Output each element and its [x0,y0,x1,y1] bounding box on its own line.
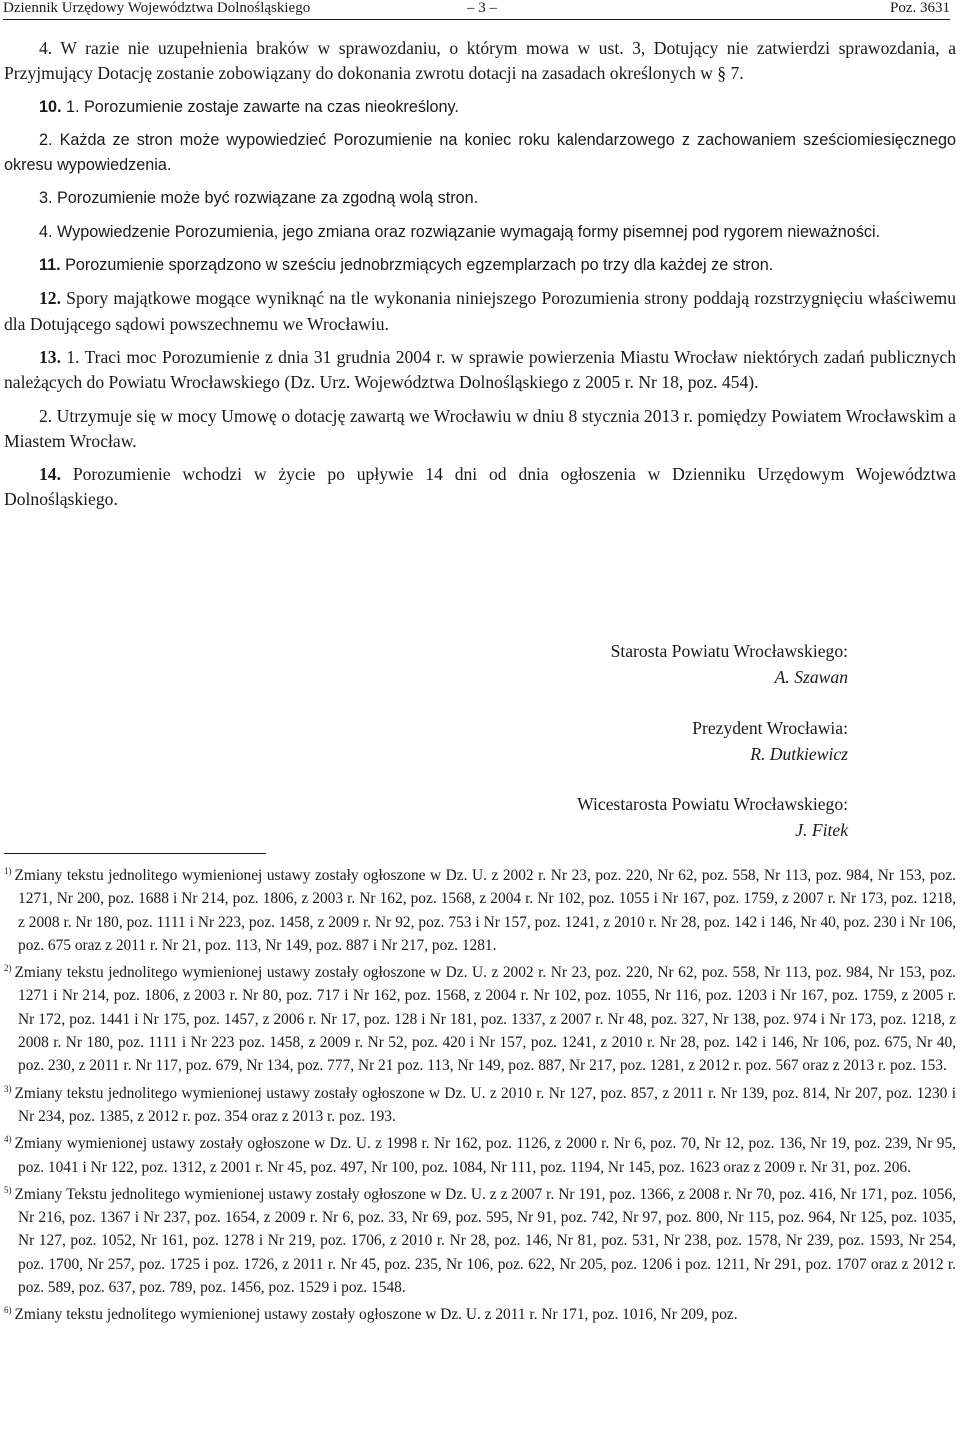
paragraph-13-2: 2. Utrzymuje się w mocy Umowę o dotację zawartą we Wrocławiu w dniu 8 stycznia 2013 r. pomiędzy Powiatem Wrocławskim a Miastem Wrocław. [4,405,956,451]
signature-block-starosta [611,638,848,690]
section-number: 14. [39,464,61,485]
signatory-name: J. Fitek [795,820,848,840]
section-number: 12. [39,288,61,309]
footnote: $^{3)}$ Zmiany tekstu jednolitego wymienionej ustawy zostały ogłoszone w Dz. U. z 2010 r. Nr 127, poz. 857, z 2011 r. Nr 139, poz. 814, Nr 207, poz. 1230 i Nr 234, poz. 1385, z 2012 r. poz. 354 oraz z 2013 r. poz. 193. [4,1083,956,1125]
footnote-mark: 4) [4,1134,12,1145]
footnote-mark: 3) [4,1083,12,1094]
footnote: $^{4)}$ Zmiany wymienionej ustawy zostały ogłoszone w Dz. U. z 1998 r. Nr 162, poz. 1126, z 2000 r. Nr 6, poz. 70, Nr 12, poz. 136, Nr 19, poz. 239, Nr 95, poz. 1041 i Nr 122, poz. 1312, z 2001 r. Nr 45, poz. 497, Nr 100, poz. 1084, Nr 111, poz. 1194, Nr 145, poz. 1623 oraz z 2009 r. Nr 31, poz. 206. [4,1134,956,1176]
paragraph-10-1: 10. 1. Porozumienie zostaje zawarte na czas nieokreślony. [39,97,459,116]
journal-title: Dziennik Urzędowy Województwa Dolnośląskiego [3,0,311,16]
section-number: 11. [39,256,61,275]
section-number: 13. [39,346,61,367]
signatory-name: R. Dutkiewicz [750,744,848,764]
paragraph-10-4: 4. Wypowiedzenie Porozumienia, jego zmiana oraz rozwiązanie wymagają formy pisemnej pod rygorem nieważności. [39,222,881,241]
signature-block-prezydent [692,715,848,767]
signatory-title: Starosta Powiatu Wrocławskiego: [610,641,848,661]
paragraph-10-3: 3. Porozumienie może być rozwiązane za zgodną wolą stron. [39,189,479,208]
position-number: Poz. 3631 [890,0,950,16]
footnote: $^{2)}$ Zmiany tekstu jednolitego wymienionej ustawy zostały ogłoszone w Dz. U. z 2002 r. Nr 23, poz. 220, Nr 62, poz. 558, Nr 113, poz. 984, Nr 153, poz. 1271 i Nr 214, poz. 1806, z 2003 r. Nr 80, poz. 717 i Nr 162, poz. 1568, z 2004 r. Nr 102, poz. 1055, Nr 116, poz. 1203 i Nr 167, poz. 1759, z 2005 r. Nr 172, poz. 1441 i Nr 175, poz. 1457, z 2006 r. Nr 17, poz. 128 i Nr 181, poz. 1337, z 2007 r. Nr 48, poz. 327, Nr 138, poz. 974 i Nr 173, poz. 1218, z 2008 r. Nr 180, poz. 1111 i Nr 223 poz. 1458, z 2009 r. Nr 52, poz. 420 i Nr 157, poz. 1241, z 2010 r. Nr 28, poz. 142 i 146, Nr 106, poz. 675, Nr 40, poz. 230, z 2011 r. Nr 117, poz. 679, Nr 134, poz. 777, Nr 21 poz. 113, Nr 149, poz. 887, Nr 217, poz. 1281, z 2012 r. poz. 567 oraz z 2013 r. poz. 153. [4,963,956,1075]
footnote-mark: 5) [4,1184,12,1195]
page-number: – 3 – [467,0,497,16]
paragraph-13-1: 13. 1. Traci moc Porozumienie z dnia 31 grudnia 2004 r. w sprawie powierzenia Miastu Wrocław niektórych zadań publicznych należących do Powiatu Wrocławskiego (Dz. Urz. Województwa Dolnośląskiego z 2005 r. Nr 18, poz. 454). [4,346,956,393]
paragraph-10-2: 2. Każda ze stron może wypowiedzieć Porozumienie na koniec roku kalendarzowego z zachowaniem sześciomiesięcznego okresu wypowiedzenia. [4,130,956,175]
page-header [3,0,950,20]
section-number: 10. [39,97,62,116]
footnote-separator [4,853,266,854]
paragraph-9-4: 4. W razie nie uzupełnienia braków w sprawozdaniu, o którym mowa w ust. 3, Dotujący nie zatwierdzi sprawozdania, a Przyjmujący Dotację zostanie zobowiązany do dokonania zwrotu dotacji na zasadach określonych w § 7. [4,38,956,84]
footnote-mark: 2) [4,963,12,974]
footnote-mark: 6) [4,1305,12,1316]
signatory-name: A. Szawan [774,667,848,687]
document-body [4,36,956,521]
signature-block-wicestarosta [577,791,848,843]
signatory-title: Prezydent Wrocławia: [692,718,848,738]
footnote: $^{1)}$ Zmiany tekstu jednolitego wymienionej ustawy zostały ogłoszone w Dz. U. z 2002 r. Nr 23, poz. 220, Nr 62, poz. 558, Nr 113, poz. 984, Nr 153, poz. 1271, Nr 200, poz. 1688 i Nr 214, poz. 1806, z 2003 r. Nr 162, poz. 1568, z 2004 r. Nr 102, poz. 1055 i Nr 167, poz. 1759, z 2007 r. Nr 173, poz. 1218, z 2008 r. Nr 180, poz. 1111 i Nr 223, poz. 1458, z 2009 r. Nr 92, poz. 753 i Nr 157, poz. 1241, z 2010 r. Nr 28, poz. 142 i 146, Nr 40, poz. 230 i Nr 106, poz. 675 oraz z 2011 r. Nr 21, poz. 113, Nr 149, poz. 887 i Nr 217, poz. 1281. [4,866,956,954]
paragraph-14: 14. Porozumienie wchodzi w życie po upływie 14 dni od dnia ogłoszenia w Dzienniku Urzędowym Województwa Dolnośląskiego. [4,464,956,510]
paragraph-12: 12. Spory majątkowe mogące wyniknąć na tle wykonania niniejszego Porozumienia strony poddają rozstrzygnięciu właściwemu dla Dotującego sądowi powszechnemu we Wrocławiu. [4,288,956,334]
footnote-mark: 1) [4,866,12,876]
footnotes [4,860,956,1327]
paragraph-11: 11. Porozumienie sporządzono w sześciu jednobrzmiących egzemplarzach po trzy dla każdej ze stron. [39,256,774,275]
signatory-title: Wicestarosta Powiatu Wrocławskiego: [577,794,848,814]
footnote: $^{6)}$ Zmiany tekstu jednolitego wymienionej ustawy zostały ogłoszone w Dz. U. z 2011 r. Nr 171, poz. 1016, Nr 209, poz. [4,1305,738,1324]
footnote: $^{5)}$ Zmiany Tekstu jednolitego wymienionej ustawy zostały ogłoszone w Dz. U. z z 2007 r. Nr 191, poz. 1366, z 2008 r. Nr 70, poz. 416, Nr 171, poz. 1056, Nr 216, poz. 1367 i Nr 237, poz. 1654, z 2009 r. Nr 6, poz. 33, Nr 69, poz. 595, Nr 91, poz. 742, Nr 97, poz. 800, Nr 115, poz. 964, Nr 125, poz. 1035, Nr 127, poz. 1052, Nr 161, poz. 1278 i Nr 219, poz. 1706, z 2010 r. Nr 28, poz. 146, Nr 81, poz. 531, Nr 238, poz. 1578, Nr 239, poz. 1593, Nr 254, poz. 1700, Nr 257, poz. 1725 i poz. 1726, z 2011 r. Nr 45, poz. 235, Nr 106, poz. 622, Nr 205, poz. 1206 i poz. 1211, Nr 291, poz. 1707 oraz z 2012 r. poz. 589, poz. 637, poz. 789, poz. 1456, poz. 1529 i poz. 1548. [4,1184,956,1297]
